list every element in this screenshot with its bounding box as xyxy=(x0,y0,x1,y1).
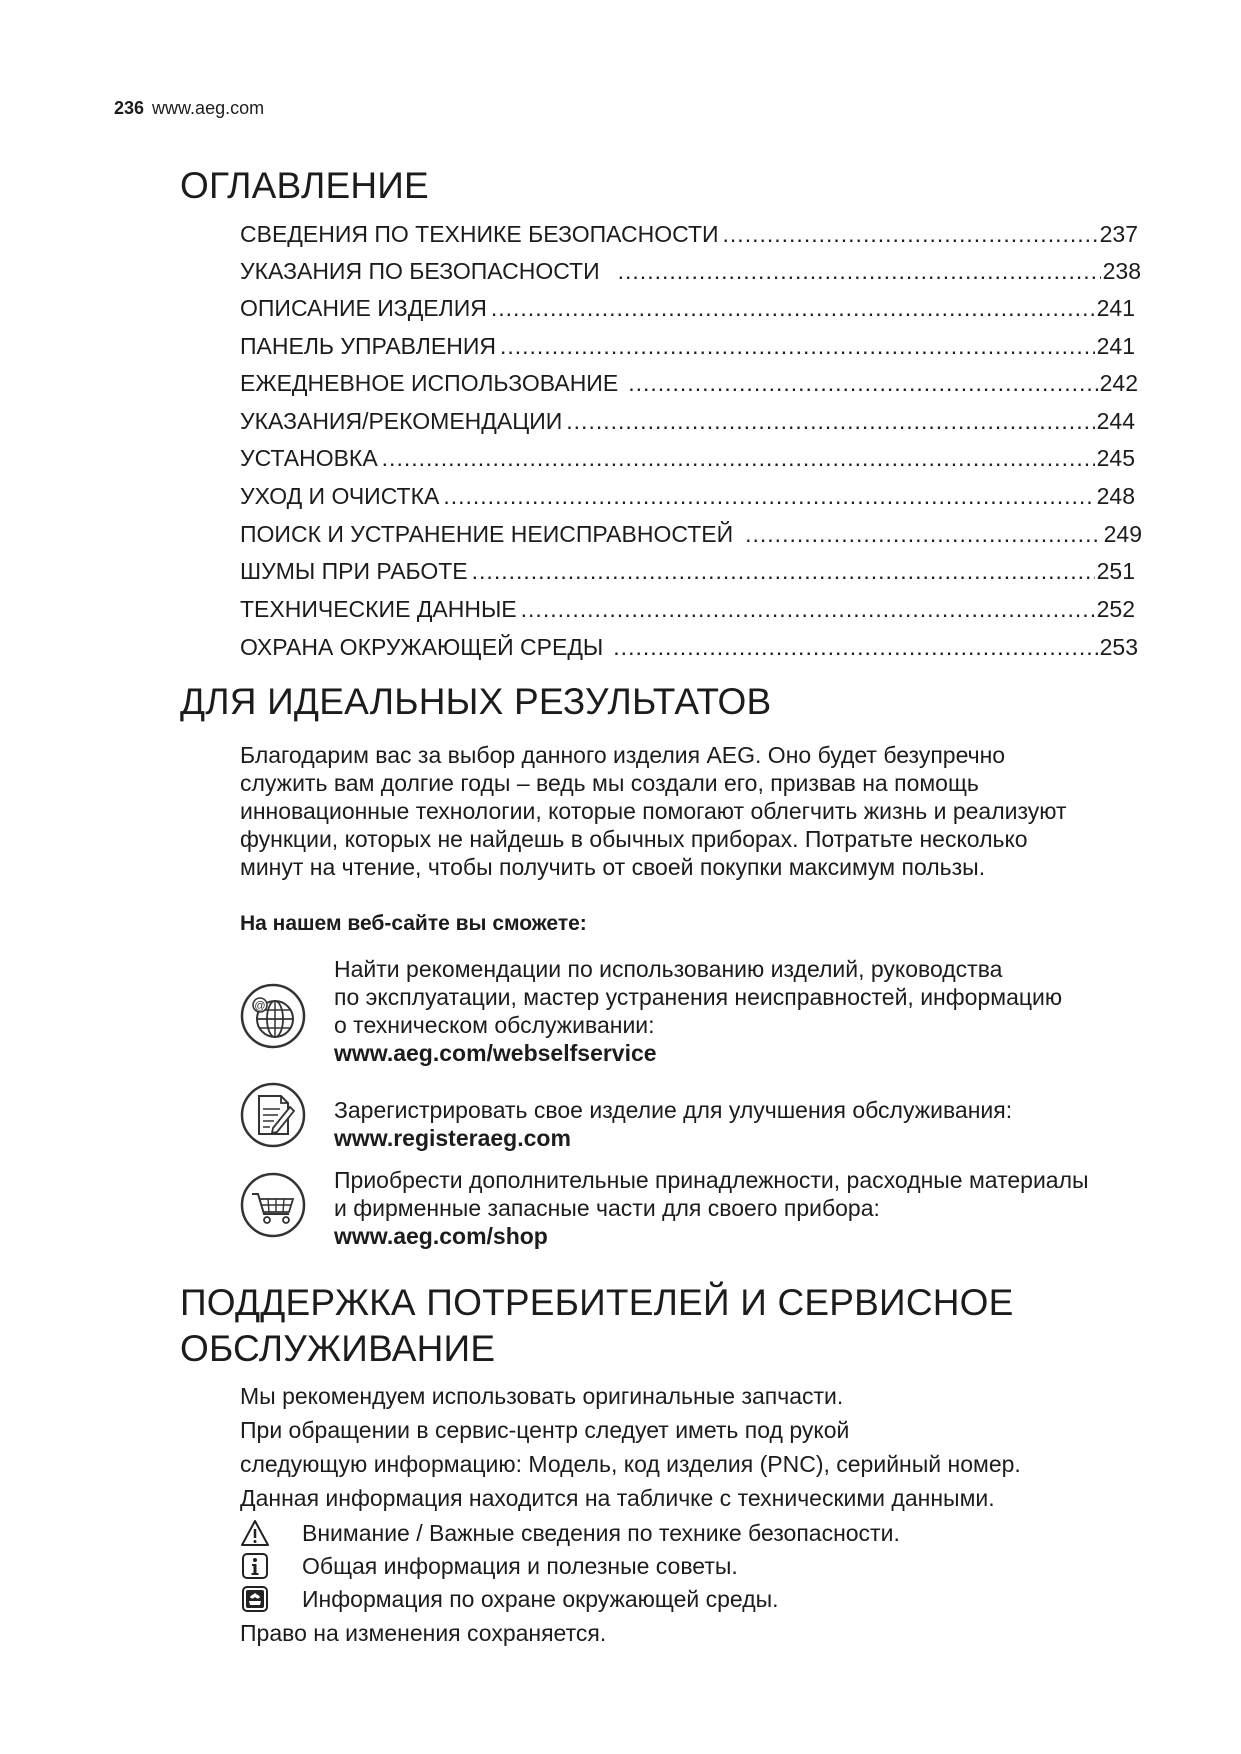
toc-entry[interactable] xyxy=(240,255,1141,285)
register-document-icon xyxy=(240,1082,306,1148)
service-line: Найти рекомендации по использованию изделий, руководства xyxy=(334,956,1003,982)
support-title-line: ОБСЛУЖИВАНИЕ xyxy=(180,1328,496,1369)
page-number: 236 xyxy=(114,98,145,118)
toc-entry-page: 242 xyxy=(1099,370,1138,396)
toc-entry-page: 249 xyxy=(1103,521,1142,547)
shop-link[interactable]: www.aeg.com/shop xyxy=(334,1223,548,1249)
toc-entry-page: 248 xyxy=(1096,483,1135,509)
support-paragraph xyxy=(240,1379,1140,1515)
support-line: При обращении в сервис-центр следует иметь под рукой xyxy=(240,1417,850,1443)
warning-icon xyxy=(240,1518,270,1548)
toc-entry-title: ЕЖЕДНЕВНОЕ ИСПОЛЬЗОВАНИЕ xyxy=(240,370,619,396)
support-line: Данная информация находится на табличке с техническими данными. xyxy=(240,1485,995,1511)
toc-entry-title: ТЕХНИЧЕСКИЕ ДАННЫЕ xyxy=(240,596,517,622)
toc-entry-title: УХОД И ОЧИСТКА xyxy=(240,483,440,509)
toc-entry-title: УСТАНОВКА xyxy=(240,445,378,471)
environment-icon xyxy=(240,1584,270,1614)
toc-entry-page: 253 xyxy=(1099,634,1138,660)
toc-entry-title: ОХРАНА ОКРУЖАЮЩЕЙ СРЕДЫ xyxy=(240,634,604,660)
intro-line: функции, которых не найдешь в обычных приборах. Потратьте несколько xyxy=(240,826,1028,852)
webselfservice-link[interactable]: www.aeg.com/webselfservice xyxy=(334,1040,657,1066)
toc-entry[interactable] xyxy=(240,555,1135,585)
toc-entry-page: 237 xyxy=(1099,221,1138,247)
registeraeg-link[interactable]: www.registeraeg.com xyxy=(334,1125,571,1151)
support-title xyxy=(180,1280,1014,1372)
toc-entry[interactable] xyxy=(240,330,1135,360)
toc-entry[interactable] xyxy=(240,405,1135,435)
symbol-warning-row xyxy=(240,1518,900,1548)
toc-entry-title: УКАЗАНИЯ ПО БЕЗОПАСНОСТИ xyxy=(240,258,600,284)
toc-entry[interactable] xyxy=(240,593,1135,623)
toc-entry[interactable] xyxy=(240,218,1138,248)
intro-paragraph xyxy=(240,741,1160,881)
header-url[interactable]: www.aeg.com xyxy=(152,98,265,118)
toc-entry[interactable] xyxy=(240,292,1135,322)
globe-icon xyxy=(240,983,306,1049)
toc-entry-title: УКАЗАНИЯ/РЕКОМЕНДАЦИИ xyxy=(240,408,563,434)
service-register xyxy=(334,1096,1164,1152)
toc-entry-title: ПАНЕЛЬ УПРАВЛЕНИЯ xyxy=(240,333,496,359)
toc-entry-page: 251 xyxy=(1096,558,1135,584)
toc-entry[interactable] xyxy=(240,480,1135,510)
perfect-results-title: ДЛЯ ИДЕАЛЬНЫХ РЕЗУЛЬТАТОВ xyxy=(180,681,772,722)
toc-title: ОГЛАВЛЕНИЕ xyxy=(180,165,429,206)
toc-entry-page: 252 xyxy=(1096,596,1135,622)
support-title-line: ПОДДЕРЖКА ПОТРЕБИТЕЛЕЙ И СЕРВИСНОЕ xyxy=(180,1282,1014,1323)
symbol-environment-text: Информация по охране окружающей среды. xyxy=(302,1585,779,1612)
toc-entry-title: ОПИСАНИЕ ИЗДЕЛИЯ xyxy=(240,295,487,321)
intro-line: служить вам долгие годы – ведь мы создали его, призвав на помощь xyxy=(240,770,979,796)
service-shop xyxy=(334,1166,1164,1250)
toc-entry-page: 245 xyxy=(1096,445,1135,471)
symbol-info-row xyxy=(240,1551,738,1581)
service-line: и фирменные запасные части для своего прибора: xyxy=(334,1195,880,1221)
svg-text:@: @ xyxy=(254,1000,266,1012)
toc-entry-page: 241 xyxy=(1096,333,1135,359)
service-line: Приобрести дополнительные принадлежности, расходные материалы xyxy=(334,1167,1089,1193)
toc-entry-page: 241 xyxy=(1096,295,1135,321)
toc-entry[interactable] xyxy=(240,442,1135,472)
toc-entry-title: ПОИСК И УСТРАНЕНИЕ НЕИСПРАВНОСТЕЙ xyxy=(240,521,734,547)
symbol-info-text: Общая информация и полезные советы. xyxy=(302,1552,738,1579)
toc-entry-title: СВЕДЕНИЯ ПО ТЕХНИКЕ БЕЗОПАСНОСТИ xyxy=(240,221,719,247)
intro-line: инновационные технологии, которые помогают облегчить жизнь и реализуют xyxy=(240,798,1067,824)
website-heading: На нашем веб-сайте вы сможете: xyxy=(240,912,587,935)
support-line: Мы рекомендуем использовать оригинальные запчасти. xyxy=(240,1383,844,1409)
info-icon xyxy=(240,1551,270,1581)
page-header xyxy=(114,98,264,119)
service-line: Зарегистрировать свое изделие для улучшения обслуживания: xyxy=(334,1097,1013,1123)
toc-entry-title: ШУМЫ ПРИ РАБОТЕ xyxy=(240,558,468,584)
service-line: по эксплуатации, мастер устранения неисправностей, информацию xyxy=(334,984,1063,1010)
toc-entry[interactable] xyxy=(240,631,1138,661)
support-line: следующую информацию: Модель, код изделия (PNC), серийный номер. xyxy=(240,1451,1021,1477)
intro-line: минут на чтение, чтобы получить от своей покупки максимум пользы. xyxy=(240,854,986,880)
service-line: о техническом обслуживании: xyxy=(334,1012,655,1038)
toc-entry-page: 244 xyxy=(1096,408,1135,434)
toc-entry[interactable] xyxy=(240,367,1138,397)
toc-entry-page: 238 xyxy=(1102,258,1141,284)
shopping-cart-icon xyxy=(240,1172,306,1238)
symbol-warning-text: Внимание / Важные сведения по технике безопасности. xyxy=(302,1519,900,1546)
service-webselfservice xyxy=(334,955,1164,1067)
toc-entry[interactable] xyxy=(240,518,1142,548)
footer-note: Право на изменения сохраняется. xyxy=(240,1620,607,1646)
intro-line: Благодарим вас за выбор данного изделия AEG. Оно будет безупречно xyxy=(240,742,1006,768)
symbol-environment-row xyxy=(240,1584,779,1614)
